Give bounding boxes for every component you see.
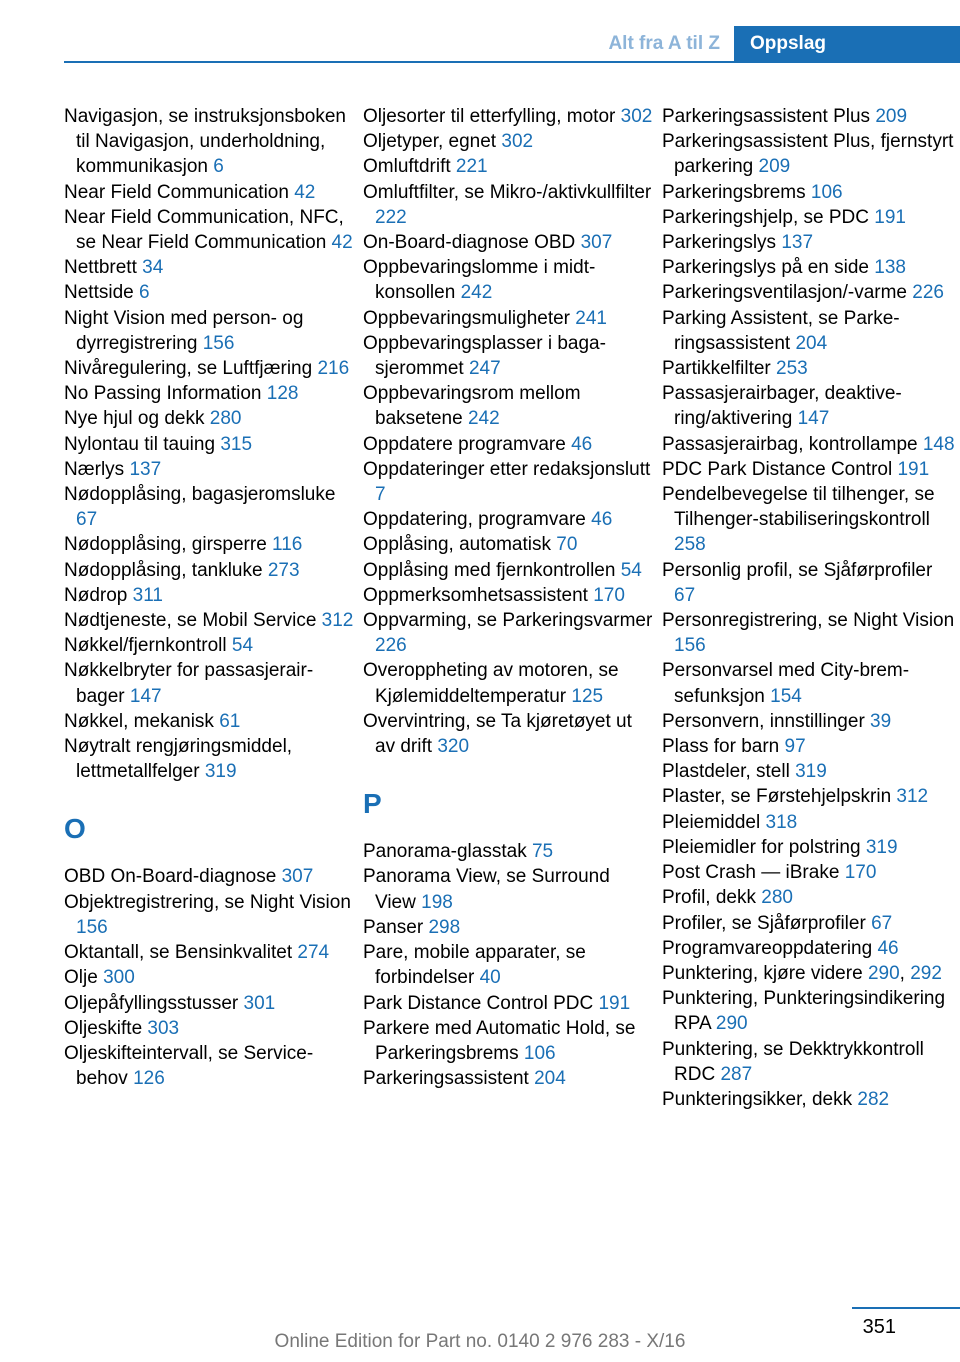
index-entry bbox=[64, 734, 354, 784]
page-reference-link[interactable]: 292 bbox=[910, 962, 942, 984]
page-reference-link[interactable]: 97 bbox=[784, 736, 806, 758]
page-reference-link[interactable]: 222 bbox=[375, 206, 407, 228]
index-entry bbox=[363, 306, 653, 331]
index-term: Parkeringsassistent Plus bbox=[662, 106, 871, 127]
page-reference-link[interactable]: 226 bbox=[375, 635, 407, 657]
index-entry bbox=[363, 658, 653, 708]
index-term: Nye hjul og dekk bbox=[64, 408, 205, 430]
index-entry bbox=[363, 583, 653, 608]
page-reference-link[interactable]: 138 bbox=[874, 257, 906, 279]
index-entry bbox=[64, 180, 354, 205]
index-term: Passasjerairbager, deaktivering/aktivering bbox=[662, 383, 902, 430]
page-reference-link[interactable]: 156 bbox=[202, 332, 235, 354]
index-entry bbox=[64, 381, 354, 406]
index-term: PDC Park Distance Control bbox=[662, 458, 893, 480]
index-term: Oljesorter til etterfylling, motor bbox=[363, 106, 616, 127]
index-entry bbox=[662, 885, 958, 910]
page-reference-link[interactable]: 46 bbox=[571, 433, 593, 455]
index-term: Nødtjeneste, se Mobil Service bbox=[64, 610, 317, 632]
page-reference-link[interactable]: 46 bbox=[591, 509, 613, 531]
page-reference-link[interactable]: 302 bbox=[620, 106, 653, 127]
page-reference-link[interactable]: 42 bbox=[294, 181, 316, 203]
index-term: Oljetyper, egnet bbox=[363, 131, 497, 153]
index-entry bbox=[662, 759, 958, 784]
index-term: Punktering, se Dekktrykkontroll RDC bbox=[662, 1038, 924, 1085]
index-term: Omluftdrift bbox=[363, 156, 451, 178]
index-term: Oppdatere programvare bbox=[363, 433, 566, 455]
index-term: Personvern, innstillinger bbox=[662, 710, 865, 732]
page-reference-link[interactable]: 273 bbox=[267, 559, 300, 581]
index-entry bbox=[363, 915, 653, 940]
index-term: Parkere med Automatic Hold, se Parkeringsbrems bbox=[363, 1017, 636, 1064]
page-reference-link[interactable]: 242 bbox=[467, 408, 500, 430]
index-entry bbox=[662, 784, 958, 809]
page-reference-link[interactable]: 226 bbox=[912, 282, 944, 304]
index-term: Post Crash — iBrake bbox=[662, 862, 840, 884]
page-reference-link[interactable]: 204 bbox=[795, 332, 828, 354]
footer-rule bbox=[852, 1307, 960, 1309]
page-reference-link[interactable]: 274 bbox=[297, 942, 330, 964]
page-reference-link[interactable]: 6 bbox=[138, 282, 150, 304]
index-term: Parking Assistent, se Parkeringsassistent bbox=[662, 307, 900, 354]
index-entry bbox=[363, 457, 653, 507]
index-entry: Punktering, kjøre videre 290, 292 bbox=[662, 962, 942, 984]
index-entry bbox=[662, 180, 958, 205]
index-entry bbox=[64, 890, 354, 940]
page-reference-link[interactable]: 241 bbox=[575, 307, 607, 329]
index-term: Parkeringsventilasjon/-varme bbox=[662, 282, 907, 304]
index-term: Overvintring, se Ta kjøretøyet ut av drift bbox=[363, 710, 632, 758]
page-reference-link[interactable]: 307 bbox=[281, 866, 314, 888]
index-entry bbox=[64, 205, 354, 255]
index-term: Nettbrett bbox=[64, 257, 137, 279]
index-entry bbox=[363, 180, 653, 230]
page-reference-link[interactable]: 282 bbox=[857, 1088, 890, 1110]
index-entry bbox=[64, 532, 354, 557]
page-reference-link[interactable]: 170 bbox=[593, 584, 625, 606]
index-entry bbox=[662, 280, 958, 305]
page-reference-link[interactable]: 137 bbox=[781, 232, 814, 254]
index-term: Omluftfilter, se Mikro-/aktivkullfilter bbox=[363, 181, 652, 203]
page-reference-link[interactable]: 320 bbox=[437, 736, 470, 758]
index-term: OBD On-Board-diagnose bbox=[64, 866, 277, 888]
page-reference-link[interactable]: 156 bbox=[674, 635, 706, 657]
index-entry bbox=[363, 331, 653, 381]
header-chapter-tab: Oppslag bbox=[734, 26, 960, 61]
index-entry bbox=[662, 709, 958, 734]
index-term: Oppdateringer etter redaksjonslutt bbox=[363, 458, 651, 480]
index-entry bbox=[363, 381, 653, 431]
page-reference-link[interactable]: 301 bbox=[243, 992, 276, 1014]
index-entry bbox=[662, 608, 958, 658]
index-term: Opplåsing, automatisk bbox=[363, 534, 551, 556]
index-term: Personregistrering, se Night Vision bbox=[662, 610, 955, 632]
page-reference-link[interactable]: 280 bbox=[761, 887, 793, 909]
index-term: Oppbevaringsmuligheter bbox=[363, 307, 571, 329]
index-term: Nøkkel, mekanisk bbox=[64, 710, 214, 732]
index-entry bbox=[363, 532, 653, 557]
page-reference-link[interactable]: 198 bbox=[421, 891, 453, 913]
index-term: Plass for barn bbox=[662, 736, 780, 758]
index-term: Oktantall, se Bensinkvalitet bbox=[64, 942, 293, 964]
index-entry bbox=[363, 255, 653, 305]
index-term: Plaster, se Førstehjelpskrin bbox=[662, 786, 892, 808]
index-entry bbox=[363, 432, 653, 457]
index-term: Oppbevaringsplasser i bagasjerommet bbox=[363, 332, 606, 380]
index-term: No Passing Information bbox=[64, 383, 262, 405]
index-entry bbox=[64, 940, 354, 965]
index-entry bbox=[363, 230, 653, 255]
index-column-3 bbox=[662, 104, 958, 1112]
index-term: Nøytralt rengjøringsmiddel, lettmetallfelger bbox=[64, 736, 293, 783]
index-entry bbox=[662, 432, 958, 457]
index-entry bbox=[363, 104, 653, 129]
index-entry bbox=[363, 940, 653, 990]
index-entry bbox=[662, 129, 958, 179]
index-term: Profil, dekk bbox=[662, 887, 756, 909]
page-reference-link[interactable]: 191 bbox=[897, 458, 930, 480]
index-entry bbox=[662, 306, 958, 356]
index-term: Oljeskifteintervall, se Servicebehov bbox=[64, 1042, 314, 1090]
page-reference-link[interactable]: 116 bbox=[272, 534, 303, 556]
index-entry bbox=[662, 658, 958, 708]
index-entry bbox=[662, 986, 958, 1036]
index-term: Profiler, se Sjåførprofiler bbox=[662, 912, 866, 934]
index-term: Passasjerairbag, kontrollampe bbox=[662, 433, 918, 455]
page-reference-link[interactable]: 319 bbox=[204, 761, 237, 783]
index-term: Nødrop bbox=[64, 584, 128, 606]
index-entry bbox=[64, 658, 354, 708]
page-reference-link[interactable]: 147 bbox=[797, 408, 830, 430]
page-reference-link[interactable]: 128 bbox=[266, 383, 299, 405]
index-term: Oppbevaringslomme i midtkonsollen bbox=[363, 257, 596, 304]
index-term: Nødopplåsing, bagasjeromsluke bbox=[64, 484, 336, 506]
index-entry bbox=[363, 991, 653, 1016]
index-entry bbox=[64, 709, 354, 734]
page-reference-link[interactable]: 319 bbox=[865, 836, 898, 858]
index-term: Nylontau til tauing bbox=[64, 433, 216, 455]
index-entry bbox=[662, 860, 958, 885]
index-term: Olje bbox=[64, 967, 98, 989]
index-term: Parkeringslys bbox=[662, 232, 777, 254]
index-entry bbox=[64, 633, 354, 658]
page-reference-link[interactable]: 290 bbox=[867, 962, 900, 984]
page-reference-link[interactable]: 148 bbox=[922, 433, 955, 455]
edition-footer: Online Edition for Part no. 0140 2 976 283 - X/16 bbox=[274, 1331, 686, 1352]
index-entry bbox=[662, 230, 958, 255]
page-reference-link[interactable]: 216 bbox=[317, 358, 350, 380]
index-entry bbox=[662, 482, 958, 558]
index-entry bbox=[64, 255, 354, 280]
page-reference-link[interactable]: 258 bbox=[674, 534, 706, 556]
index-entry bbox=[662, 205, 958, 230]
index-term: Oppmerksomhetsassistent bbox=[363, 584, 588, 606]
index-entry bbox=[363, 608, 653, 658]
index-term: Parkeringsbrems bbox=[662, 181, 806, 203]
page-reference-link[interactable]: 7 bbox=[375, 484, 386, 506]
page-reference-link[interactable]: 253 bbox=[776, 358, 808, 380]
index-term: Nettside bbox=[64, 282, 134, 304]
index-entry bbox=[363, 154, 653, 179]
index-term: Night Vision med person- og dyrregistrering bbox=[64, 307, 304, 354]
page-reference-link[interactable]: 209 bbox=[875, 106, 908, 127]
index-entry bbox=[64, 991, 354, 1016]
page-reference-link[interactable]: 75 bbox=[531, 841, 554, 863]
page-reference-link[interactable]: 106 bbox=[810, 181, 843, 203]
index-entry bbox=[662, 1087, 958, 1112]
index-entry bbox=[64, 558, 354, 583]
page-reference-link[interactable]: 54 bbox=[620, 559, 642, 581]
index-entry bbox=[64, 583, 354, 608]
page-reference-link[interactable]: 318 bbox=[765, 811, 798, 833]
index-term: Pleiemiddel bbox=[662, 811, 761, 833]
index-term: Parkeringslys på en side bbox=[662, 257, 869, 279]
index-term: Panorama-glasstak bbox=[363, 841, 527, 863]
page-reference-link[interactable]: 67 bbox=[76, 509, 98, 531]
page-reference-link[interactable]: 315 bbox=[220, 433, 253, 455]
index-entry bbox=[64, 1041, 354, 1091]
page-reference-link[interactable]: 319 bbox=[795, 761, 827, 783]
index-entry bbox=[363, 558, 653, 583]
index-term: Near Field Communication bbox=[64, 181, 289, 203]
index-term: Nødopplåsing, girsperre bbox=[64, 534, 267, 556]
page-reference-link[interactable]: 39 bbox=[870, 710, 892, 732]
index-term: Oljeskifte bbox=[64, 1017, 143, 1039]
index-letter-heading: O bbox=[64, 813, 86, 845]
index-entry bbox=[64, 406, 354, 431]
index-entry bbox=[64, 280, 354, 305]
index-entry bbox=[64, 457, 354, 482]
index-term: Punkteringsikker, dekk bbox=[662, 1088, 853, 1110]
index-term: Nødopplåsing, tankluke bbox=[64, 559, 263, 581]
index-term: Overoppheting av motoren, se Kjølemiddeltemperatur bbox=[363, 660, 619, 707]
page-reference-link[interactable]: 204 bbox=[534, 1068, 566, 1090]
page-reference-link[interactable]: 70 bbox=[556, 534, 578, 556]
index-term: Panorama View, se Surround View bbox=[363, 866, 610, 913]
page-reference-link[interactable]: 300 bbox=[103, 967, 135, 989]
page-reference-link[interactable]: 54 bbox=[231, 635, 254, 657]
page-reference-link[interactable]: 42 bbox=[331, 232, 353, 254]
page-reference-link[interactable]: 242 bbox=[460, 282, 493, 304]
page-reference-link[interactable]: 312 bbox=[321, 610, 354, 632]
index-column-1 bbox=[64, 104, 354, 1091]
page-reference-link[interactable]: 287 bbox=[720, 1063, 753, 1085]
index-term: Near Field Communication, NFC, se Near Field Communication bbox=[64, 206, 344, 254]
index-entry bbox=[363, 1016, 653, 1066]
page-reference-link[interactable]: 156 bbox=[76, 916, 108, 938]
page-reference-link[interactable]: 303 bbox=[147, 1017, 180, 1039]
index-entry bbox=[64, 306, 354, 356]
index-entry bbox=[662, 835, 958, 860]
index-entry bbox=[64, 104, 354, 180]
index-term: Partikkelfilter bbox=[662, 358, 771, 380]
page-reference-link[interactable]: 147 bbox=[129, 685, 162, 707]
page-number: 351 bbox=[862, 1316, 896, 1338]
index-entry bbox=[662, 255, 958, 280]
index-term: Plastdeler, stell bbox=[662, 761, 790, 783]
index-entry bbox=[64, 965, 354, 990]
index-term: Parkeringsassistent bbox=[363, 1068, 529, 1090]
index-entry bbox=[64, 356, 354, 381]
index-entry bbox=[662, 381, 958, 431]
index-entry bbox=[662, 104, 958, 129]
index-entry bbox=[662, 356, 958, 381]
index-term: Nærlys bbox=[64, 458, 125, 480]
page-reference-link[interactable]: 191 bbox=[874, 206, 906, 228]
header-rule bbox=[64, 61, 960, 63]
page-reference-link[interactable]: 209 bbox=[758, 156, 791, 178]
page-reference-link[interactable]: 307 bbox=[580, 232, 613, 254]
page-reference-link[interactable]: 191 bbox=[598, 992, 631, 1014]
index-term: Park Distance Control PDC bbox=[363, 992, 594, 1014]
index-term: Nivåregulering, se Luftfjæring bbox=[64, 358, 313, 380]
index-term: Objektregistrering, se Night Vision bbox=[64, 891, 351, 913]
index-entry bbox=[662, 936, 958, 961]
index-term: Parkeringshjelp, se PDC bbox=[662, 206, 869, 228]
page-reference-link[interactable]: 137 bbox=[129, 458, 162, 480]
index-term: Personvarsel med City-bremsefunksjon bbox=[662, 660, 910, 707]
index-term: Punktering, kjøre videre bbox=[662, 962, 863, 984]
index-term: Oppvarming, se Parkeringsvarmer bbox=[363, 610, 653, 632]
page-reference-link[interactable]: 67 bbox=[674, 584, 696, 606]
index-entry bbox=[64, 864, 354, 889]
index-term: Pare, mobile apparater, se forbindelser bbox=[363, 942, 586, 989]
page-reference-link[interactable]: 126 bbox=[133, 1068, 165, 1090]
index-entry bbox=[64, 608, 354, 633]
index-entry bbox=[662, 558, 958, 608]
index-entry bbox=[64, 1016, 354, 1041]
index-entry bbox=[363, 1066, 653, 1091]
page-reference-link[interactable]: 40 bbox=[479, 967, 501, 989]
index-entry bbox=[662, 911, 958, 936]
index-entry bbox=[662, 457, 958, 482]
index-term: On-Board-diagnose OBD bbox=[363, 232, 576, 254]
index-letter-heading: P bbox=[363, 788, 382, 820]
index-entry bbox=[64, 432, 354, 457]
page-reference-link[interactable]: 154 bbox=[770, 685, 802, 707]
index-term: Oljepåfyllingsstusser bbox=[64, 992, 239, 1014]
index-term: Pleiemidler for polstring bbox=[662, 836, 861, 858]
index-term: Parkeringsassistent Plus, fjernstyrt parkering bbox=[662, 131, 954, 178]
index-term: Opplåsing med fjernkontrollen bbox=[363, 559, 616, 581]
page-reference-link[interactable]: 312 bbox=[896, 786, 929, 808]
page-reference-link[interactable]: 106 bbox=[523, 1042, 556, 1064]
page-reference-link[interactable]: 170 bbox=[844, 862, 877, 884]
page-reference-link[interactable]: 61 bbox=[219, 710, 241, 732]
index-entry bbox=[662, 810, 958, 835]
page-reference-link[interactable]: 221 bbox=[455, 156, 488, 178]
index-term: Nøkkelbryter for passasjerairbager bbox=[64, 660, 314, 707]
index-term: Panser bbox=[363, 916, 424, 938]
index-term: Nøkkel/fjernkontroll bbox=[64, 635, 227, 657]
page-reference-link[interactable]: 280 bbox=[209, 408, 242, 430]
index-entry bbox=[662, 1037, 958, 1087]
page-reference-link[interactable]: 302 bbox=[501, 131, 534, 153]
header-section-title: Alt fra A til Z bbox=[608, 33, 720, 54]
index-entry bbox=[662, 734, 958, 759]
page-reference-link[interactable]: 125 bbox=[571, 685, 604, 707]
index-term: Pendelbevegelse til tilhenger, se Tilhenger-stabiliseringskontroll bbox=[662, 484, 935, 531]
index-entry bbox=[363, 507, 653, 532]
index-term: Programvareoppdatering bbox=[662, 937, 873, 959]
index-entry bbox=[363, 709, 653, 759]
index-term: Oppdatering, programvare bbox=[363, 509, 586, 531]
page-reference-link[interactable]: 311 bbox=[132, 584, 163, 606]
page-reference-link[interactable]: 46 bbox=[877, 937, 899, 959]
index-term: Oppbevaringsrom mellom baksetene bbox=[363, 383, 581, 430]
index-column-2 bbox=[363, 104, 653, 1091]
page-reference-link[interactable]: 290 bbox=[715, 1013, 748, 1035]
page-reference-link[interactable]: 6 bbox=[213, 156, 224, 178]
index-term: Punktering, Punkteringsindikering RPA bbox=[662, 988, 946, 1035]
page-reference-link[interactable]: 247 bbox=[468, 358, 501, 380]
index-term: Navigasjon, se instruksjonsboken til Navigasjon, underholdning, kommunikasjon bbox=[64, 106, 346, 178]
index-entry bbox=[363, 839, 653, 864]
index-entry bbox=[363, 864, 653, 914]
index-entry bbox=[363, 129, 653, 154]
page-reference-link[interactable]: 298 bbox=[428, 916, 461, 938]
page-reference-link[interactable]: 67 bbox=[871, 912, 893, 934]
index-term: Personlig profil, se Sjåførprofiler bbox=[662, 559, 933, 581]
index-entry bbox=[64, 482, 354, 532]
page-reference-link[interactable]: 34 bbox=[142, 257, 164, 279]
